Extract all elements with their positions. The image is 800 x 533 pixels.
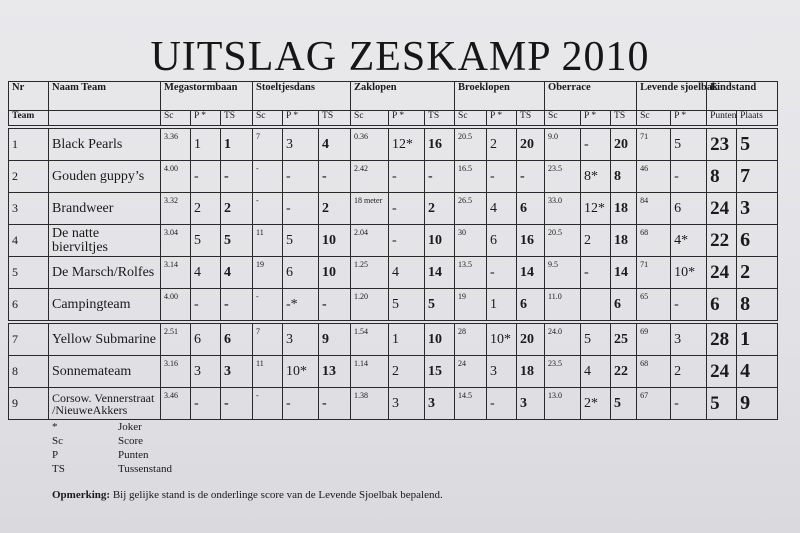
cell-p: 4 <box>581 356 611 388</box>
legend-value: Joker <box>118 421 142 433</box>
cell-ts: 14 <box>425 257 455 289</box>
cell-p: 6 <box>191 322 221 356</box>
table-row <box>9 322 778 356</box>
cell-ts: 8 <box>611 161 637 193</box>
legend-value: Tussenstand <box>118 463 172 475</box>
cell-p: 1 <box>191 127 221 161</box>
subheader-sc: Sc <box>351 111 389 128</box>
cell-p: 4* <box>671 225 707 257</box>
cell-sc: - <box>253 388 283 420</box>
cell-p: - <box>283 388 319 420</box>
team-number: 4 <box>9 225 49 257</box>
cell-p: - <box>671 289 707 323</box>
team-name: Black Pearls <box>49 127 161 161</box>
subheader-ts: TS <box>517 111 545 128</box>
cell-ts: 10 <box>425 322 455 356</box>
cell-sc: 4.00 <box>161 161 191 193</box>
cell-sc: 9.0 <box>545 127 581 161</box>
team-number: 3 <box>9 193 49 225</box>
cell-ts: 6 <box>221 322 253 356</box>
cell-sc: 24 <box>455 356 487 388</box>
cell-ts: 20 <box>517 127 545 161</box>
cell-sc: 46 <box>637 161 671 193</box>
cell-p: - <box>283 161 319 193</box>
cell-sc: 69 <box>637 322 671 356</box>
cell-sc: 26.5 <box>455 193 487 225</box>
cell-ts: 18 <box>611 193 637 225</box>
cell-ts: 4 <box>221 257 253 289</box>
cell-ts: 2 <box>221 193 253 225</box>
cell-ts: - <box>425 161 455 193</box>
cell-ts: 1 <box>221 127 253 161</box>
cell-p: 1 <box>389 322 425 356</box>
cell-p: - <box>487 257 517 289</box>
cell-ts: - <box>221 161 253 193</box>
cell-sc: 0.36 <box>351 127 389 161</box>
legend <box>52 420 172 476</box>
legend-entry <box>52 434 172 448</box>
cell-p: - <box>283 193 319 225</box>
subheader-sc: Sc <box>161 111 191 128</box>
cell-punten: 24 <box>707 257 737 289</box>
cell-ts: - <box>319 388 351 420</box>
cell-sc: 19 <box>455 289 487 323</box>
cell-sc: 3.36 <box>161 127 191 161</box>
subheader-sc: Sc <box>253 111 283 128</box>
subheader-p: P * <box>581 111 611 128</box>
cell-p: 2 <box>671 356 707 388</box>
cell-sc: 28 <box>455 322 487 356</box>
cell-ts: 4 <box>319 127 351 161</box>
cell-ts: 5 <box>425 289 455 323</box>
subheader-p: P * <box>191 111 221 128</box>
table-row <box>9 356 778 388</box>
header-game: Levende sjoelbak <box>637 82 707 111</box>
cell-ts: 5 <box>221 225 253 257</box>
cell-ts: 16 <box>425 127 455 161</box>
team-name: Gouden guppy’s <box>49 161 161 193</box>
header-game: Megastormbaan <box>161 82 253 111</box>
cell-sc: 2.04 <box>351 225 389 257</box>
subheader-ts: TS <box>425 111 455 128</box>
table-row <box>9 257 778 289</box>
cell-sc: 1.25 <box>351 257 389 289</box>
cell-ts: 10 <box>319 257 351 289</box>
cell-p: - <box>487 161 517 193</box>
cell-sc: 2.51 <box>161 322 191 356</box>
cell-plaats: 1 <box>737 322 778 356</box>
table-row <box>9 193 778 225</box>
cell-p: 4 <box>191 257 221 289</box>
team-name: Sonnemateam <box>49 356 161 388</box>
cell-p: 5 <box>283 225 319 257</box>
cell-p: 5 <box>389 289 425 323</box>
team-number: 6 <box>9 289 49 323</box>
team-number: 5 <box>9 257 49 289</box>
header-game: Broeklopen <box>455 82 545 111</box>
cell-sc: 3.32 <box>161 193 191 225</box>
table-row <box>9 388 778 420</box>
cell-sc: 71 <box>637 257 671 289</box>
cell-p: - <box>191 388 221 420</box>
cell-p: 3 <box>283 322 319 356</box>
cell-p: 10* <box>671 257 707 289</box>
cell-plaats: 6 <box>737 225 778 257</box>
cell-ts: 6 <box>517 193 545 225</box>
cell-p: 5 <box>581 322 611 356</box>
cell-ts: 2 <box>319 193 351 225</box>
subheader-p: P * <box>389 111 425 128</box>
legend-key: Sc <box>52 435 63 447</box>
cell-p: - <box>671 161 707 193</box>
cell-plaats: 4 <box>737 356 778 388</box>
cell-p: - <box>389 193 425 225</box>
cell-p: 1 <box>487 289 517 323</box>
cell-sc: 84 <box>637 193 671 225</box>
cell-p: 12* <box>581 193 611 225</box>
cell-p: 12* <box>389 127 425 161</box>
cell-p: 2 <box>581 225 611 257</box>
cell-p: 4 <box>487 193 517 225</box>
cell-ts: 14 <box>611 257 637 289</box>
cell-p: 6 <box>487 225 517 257</box>
header-team: Team <box>9 111 49 128</box>
cell-ts: 18 <box>517 356 545 388</box>
cell-sc: 7 <box>253 127 283 161</box>
cell-plaats: 5 <box>737 127 778 161</box>
cell-p: 3 <box>191 356 221 388</box>
header-game: Stoeltjesdans <box>253 82 351 111</box>
cell-p: -* <box>283 289 319 323</box>
header-blank <box>49 111 161 128</box>
cell-p: - <box>389 225 425 257</box>
cell-p: - <box>671 388 707 420</box>
cell-plaats: 2 <box>737 257 778 289</box>
cell-sc: 1.38 <box>351 388 389 420</box>
header-nr: Nr <box>9 82 49 111</box>
cell-sc: 13.0 <box>545 388 581 420</box>
cell-sc: - <box>253 193 283 225</box>
cell-sc: - <box>253 161 283 193</box>
cell-ts: 3 <box>221 356 253 388</box>
subheader-plaats: Plaats <box>737 111 778 128</box>
cell-sc: 30 <box>455 225 487 257</box>
legend-key: * <box>52 421 58 433</box>
cell-ts: - <box>319 161 351 193</box>
cell-sc: 33.0 <box>545 193 581 225</box>
legend-entry <box>52 420 172 434</box>
cell-p: 3 <box>283 127 319 161</box>
subheader-sc: Sc <box>545 111 581 128</box>
cell-sc: 16.5 <box>455 161 487 193</box>
cell-p: 8* <box>581 161 611 193</box>
subheader-ts: TS <box>319 111 351 128</box>
cell-sc: 11.0 <box>545 289 581 323</box>
cell-p: 10* <box>283 356 319 388</box>
cell-ts: 22 <box>611 356 637 388</box>
cell-ts: 16 <box>517 225 545 257</box>
cell-p: - <box>191 289 221 323</box>
cell-punten: 8 <box>707 161 737 193</box>
cell-sc: 68 <box>637 356 671 388</box>
team-name: Brandweer <box>49 193 161 225</box>
cell-p: - <box>191 161 221 193</box>
cell-p: 6 <box>283 257 319 289</box>
team-name: De Marsch/Rolfes <box>49 257 161 289</box>
cell-ts: 14 <box>517 257 545 289</box>
table-row <box>9 127 778 161</box>
remark-label: Opmerking: <box>52 489 111 501</box>
subheader-sc: Sc <box>455 111 487 128</box>
subheader-p: P * <box>671 111 707 128</box>
subheader-p: P * <box>487 111 517 128</box>
cell-sc: 11 <box>253 225 283 257</box>
team-number: 8 <box>9 356 49 388</box>
subheader-p: P * <box>283 111 319 128</box>
cell-sc: 24.0 <box>545 322 581 356</box>
legend-entry <box>52 462 172 476</box>
cell-sc: 18 meter <box>351 193 389 225</box>
cell-p: - <box>389 161 425 193</box>
cell-ts: 20 <box>611 127 637 161</box>
legend-entry <box>52 448 172 462</box>
cell-plaats: 7 <box>737 161 778 193</box>
cell-p: 6 <box>671 193 707 225</box>
cell-sc: 11 <box>253 356 283 388</box>
cell-ts: 13 <box>319 356 351 388</box>
cell-ts: 9 <box>319 322 351 356</box>
team-name: Campingteam <box>49 289 161 323</box>
cell-ts: 3 <box>517 388 545 420</box>
cell-sc: 71 <box>637 127 671 161</box>
team-name: De natte bierviltjes <box>49 225 161 257</box>
legend-key: TS <box>52 463 65 475</box>
cell-sc: 9.5 <box>545 257 581 289</box>
cell-sc: 2.42 <box>351 161 389 193</box>
cell-p: 10* <box>487 322 517 356</box>
cell-punten: 24 <box>707 193 737 225</box>
team-number: 7 <box>9 322 49 356</box>
legend-key: P <box>52 449 59 461</box>
cell-sc: 3.04 <box>161 225 191 257</box>
cell-sc: 65 <box>637 289 671 323</box>
subheader-ts: TS <box>221 111 253 128</box>
cell-ts: 25 <box>611 322 637 356</box>
header-game: Zaklopen <box>351 82 455 111</box>
cell-p: 2 <box>191 193 221 225</box>
legend-value: Score <box>118 435 144 447</box>
cell-punten: 6 <box>707 289 737 323</box>
cell-ts: 20 <box>517 322 545 356</box>
cell-ts: 10 <box>319 225 351 257</box>
cell-ts: 5 <box>611 388 637 420</box>
cell-sc: - <box>253 289 283 323</box>
table-row <box>9 289 778 323</box>
cell-punten: 23 <box>707 127 737 161</box>
cell-ts: 15 <box>425 356 455 388</box>
cell-sc: 3.46 <box>161 388 191 420</box>
cell-sc: 1.14 <box>351 356 389 388</box>
cell-sc: 67 <box>637 388 671 420</box>
header-naam-team: Naam Team <box>49 82 161 111</box>
cell-sc: 13.5 <box>455 257 487 289</box>
cell-ts: 6 <box>611 289 637 323</box>
cell-punten: 5 <box>707 388 737 420</box>
cell-p: 4 <box>389 257 425 289</box>
cell-punten: 28 <box>707 322 737 356</box>
team-number: 2 <box>9 161 49 193</box>
table-row <box>9 161 778 193</box>
page-title: UITSLAG ZESKAMP 2010 <box>150 34 650 80</box>
cell-punten: 24 <box>707 356 737 388</box>
subheader-punten: Punten <box>707 111 737 128</box>
cell-p: 2 <box>389 356 425 388</box>
team-number: 1 <box>9 127 49 161</box>
cell-p: 5 <box>671 127 707 161</box>
remark <box>52 489 443 501</box>
cell-punten: 22 <box>707 225 737 257</box>
cell-p: - <box>581 257 611 289</box>
cell-sc: 14.5 <box>455 388 487 420</box>
cell-sc: 20.5 <box>545 225 581 257</box>
cell-ts: - <box>221 289 253 323</box>
cell-plaats: 9 <box>737 388 778 420</box>
cell-sc: 20.5 <box>455 127 487 161</box>
cell-p: 2 <box>487 127 517 161</box>
cell-p: 3 <box>487 356 517 388</box>
cell-plaats: 3 <box>737 193 778 225</box>
cell-ts: 2 <box>425 193 455 225</box>
legend-value: Punten <box>118 449 149 461</box>
team-number: 9 <box>9 388 49 420</box>
cell-ts: 10 <box>425 225 455 257</box>
cell-ts: - <box>319 289 351 323</box>
team-name: Yellow Submarine <box>49 322 161 356</box>
cell-ts: - <box>517 161 545 193</box>
cell-sc: 3.16 <box>161 356 191 388</box>
header-game: Oberrace <box>545 82 637 111</box>
cell-ts: 3 <box>425 388 455 420</box>
cell-p: 3 <box>389 388 425 420</box>
header-eindstand: Eindstand <box>707 82 778 111</box>
subheader-ts: TS <box>611 111 637 128</box>
cell-p: 3 <box>671 322 707 356</box>
cell-p: 5 <box>191 225 221 257</box>
cell-sc: 1.20 <box>351 289 389 323</box>
cell-p <box>581 289 611 323</box>
cell-p: - <box>581 127 611 161</box>
table-row <box>9 225 778 257</box>
cell-sc: 7 <box>253 322 283 356</box>
results-table <box>8 81 778 420</box>
cell-sc: 23.5 <box>545 161 581 193</box>
team-name: Corsow. Vennerstraat /NieuweAkkers <box>49 388 161 420</box>
cell-plaats: 8 <box>737 289 778 323</box>
cell-sc: 23.5 <box>545 356 581 388</box>
cell-p: - <box>487 388 517 420</box>
subheader-sc: Sc <box>637 111 671 128</box>
cell-ts: 18 <box>611 225 637 257</box>
cell-sc: 19 <box>253 257 283 289</box>
cell-sc: 68 <box>637 225 671 257</box>
remark-text: Bij gelijke stand is de onderlinge score van de Levende Sjoelbak bepalend. <box>112 489 443 501</box>
cell-sc: 1.54 <box>351 322 389 356</box>
cell-sc: 3.14 <box>161 257 191 289</box>
cell-ts: 6 <box>517 289 545 323</box>
cell-ts: - <box>221 388 253 420</box>
cell-sc: 4.00 <box>161 289 191 323</box>
cell-p: 2* <box>581 388 611 420</box>
